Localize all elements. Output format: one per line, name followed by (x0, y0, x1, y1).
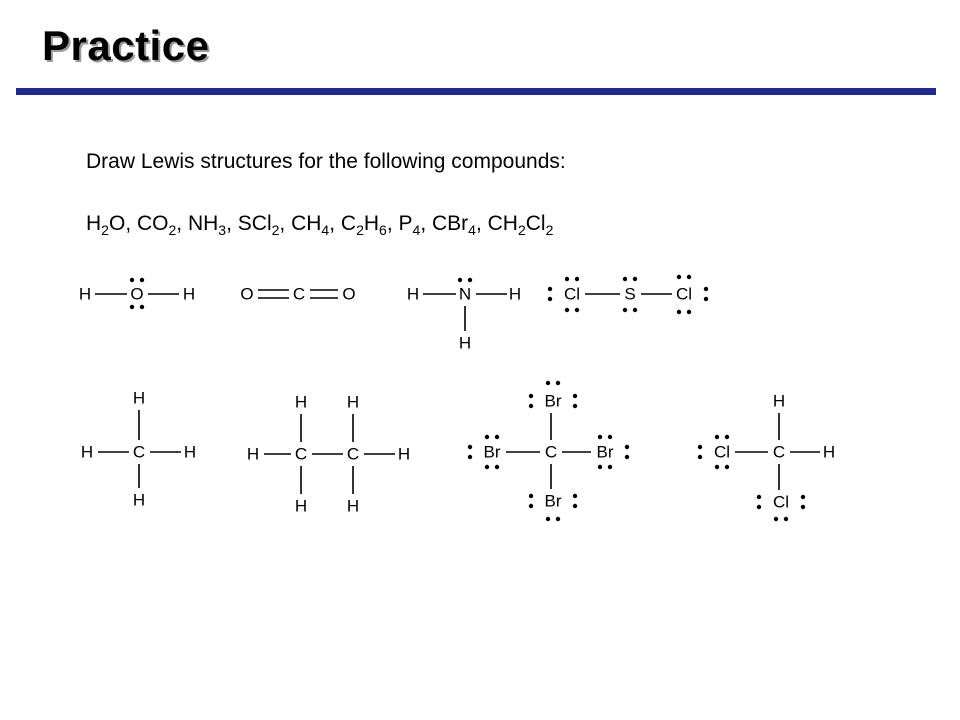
atom-label: H (346, 392, 360, 412)
lewis-structure-water (79, 278, 195, 309)
atom-label: C (294, 444, 308, 464)
formula-text: H (363, 212, 380, 235)
lewis-structure-methane (81, 389, 196, 510)
instruction-text: Draw Lewis structures for the following compounds: (86, 150, 566, 173)
atom-label: C (346, 444, 360, 464)
atom-label: H (182, 284, 196, 304)
atom-label: Cl (675, 284, 693, 304)
formula-separator: , (420, 212, 432, 235)
lewis-structure-ammonia (407, 278, 521, 353)
atom-label: H (294, 496, 308, 516)
atom-label: O (130, 284, 144, 304)
atom-label: C (772, 442, 786, 462)
formula-text: C (340, 212, 357, 235)
formula-text: P (398, 212, 413, 235)
atom-label: H (458, 333, 472, 353)
atom-label: Br (483, 442, 501, 462)
formula-subscript: 2 (101, 222, 109, 238)
formula-text: CBr (431, 212, 469, 235)
atom-label: Cl (563, 284, 581, 304)
formula-text: CH (291, 212, 322, 235)
formula-subscript: 4 (412, 222, 421, 238)
formula-text: CH (487, 212, 518, 235)
atom-label: N (458, 284, 472, 304)
slide-title: Practice (42, 22, 210, 69)
atom-label: O (240, 284, 254, 304)
atom-label: H (346, 496, 360, 516)
formula-subscript: 2 (545, 222, 554, 238)
atom-label: Br (544, 391, 562, 411)
formula-text: CO (136, 212, 169, 235)
atom-label: Br (596, 442, 614, 462)
atom-label: O (342, 284, 356, 304)
formula-separator: , (279, 212, 292, 235)
formula-subscript: 2 (271, 222, 280, 238)
atom-label: C (292, 284, 306, 304)
formula-separator: , (475, 212, 488, 235)
formula-subscript: 4 (321, 222, 330, 238)
formula-subscript: 2 (168, 222, 177, 238)
atom-label: S (624, 284, 636, 304)
formula-text: H (86, 212, 102, 235)
atom-label: C (132, 442, 146, 462)
atom-label: H (132, 388, 146, 408)
atom-label: H (183, 442, 197, 462)
lewis-structure-sulfur-dichloride (548, 275, 708, 314)
formula-subscript: 6 (379, 222, 387, 238)
formula-text: SCl (237, 212, 272, 235)
formula-separator: , (176, 212, 188, 235)
atom-label: H (132, 490, 146, 510)
formula-subscript: 4 (468, 222, 476, 238)
atom-label: H (772, 391, 786, 411)
formula-separator: , (125, 212, 137, 235)
formula-subscript: 2 (517, 222, 526, 238)
atom-label: H (294, 392, 308, 412)
atom-label: H (508, 284, 522, 304)
formula-text: NH (187, 212, 219, 235)
atom-label: Cl (772, 492, 790, 512)
lewis-structure-ethane (247, 393, 410, 516)
formula-subscript: 2 (356, 222, 364, 238)
atom-label: H (822, 442, 836, 462)
formula-separator: , (386, 212, 399, 235)
atom-label: Br (544, 491, 562, 511)
atom-label: H (80, 442, 94, 462)
atom-label: H (406, 284, 420, 304)
formula-separator: , (226, 212, 238, 235)
lewis-structure-carbon-tetrabromide (468, 381, 629, 521)
formula-text: O (108, 212, 126, 235)
atom-label: H (78, 284, 92, 304)
formula-subscript: 3 (218, 222, 227, 238)
atom-label: H (246, 444, 260, 464)
lewis-structure-dichloromethane (698, 392, 835, 522)
atom-label: C (544, 442, 558, 462)
formula-text: Cl (525, 212, 546, 235)
atom-label: H (397, 444, 411, 464)
lewis-structure-carbon-dioxide (240, 285, 355, 304)
atom-label: Cl (713, 442, 731, 462)
formula-separator: , (329, 212, 341, 235)
